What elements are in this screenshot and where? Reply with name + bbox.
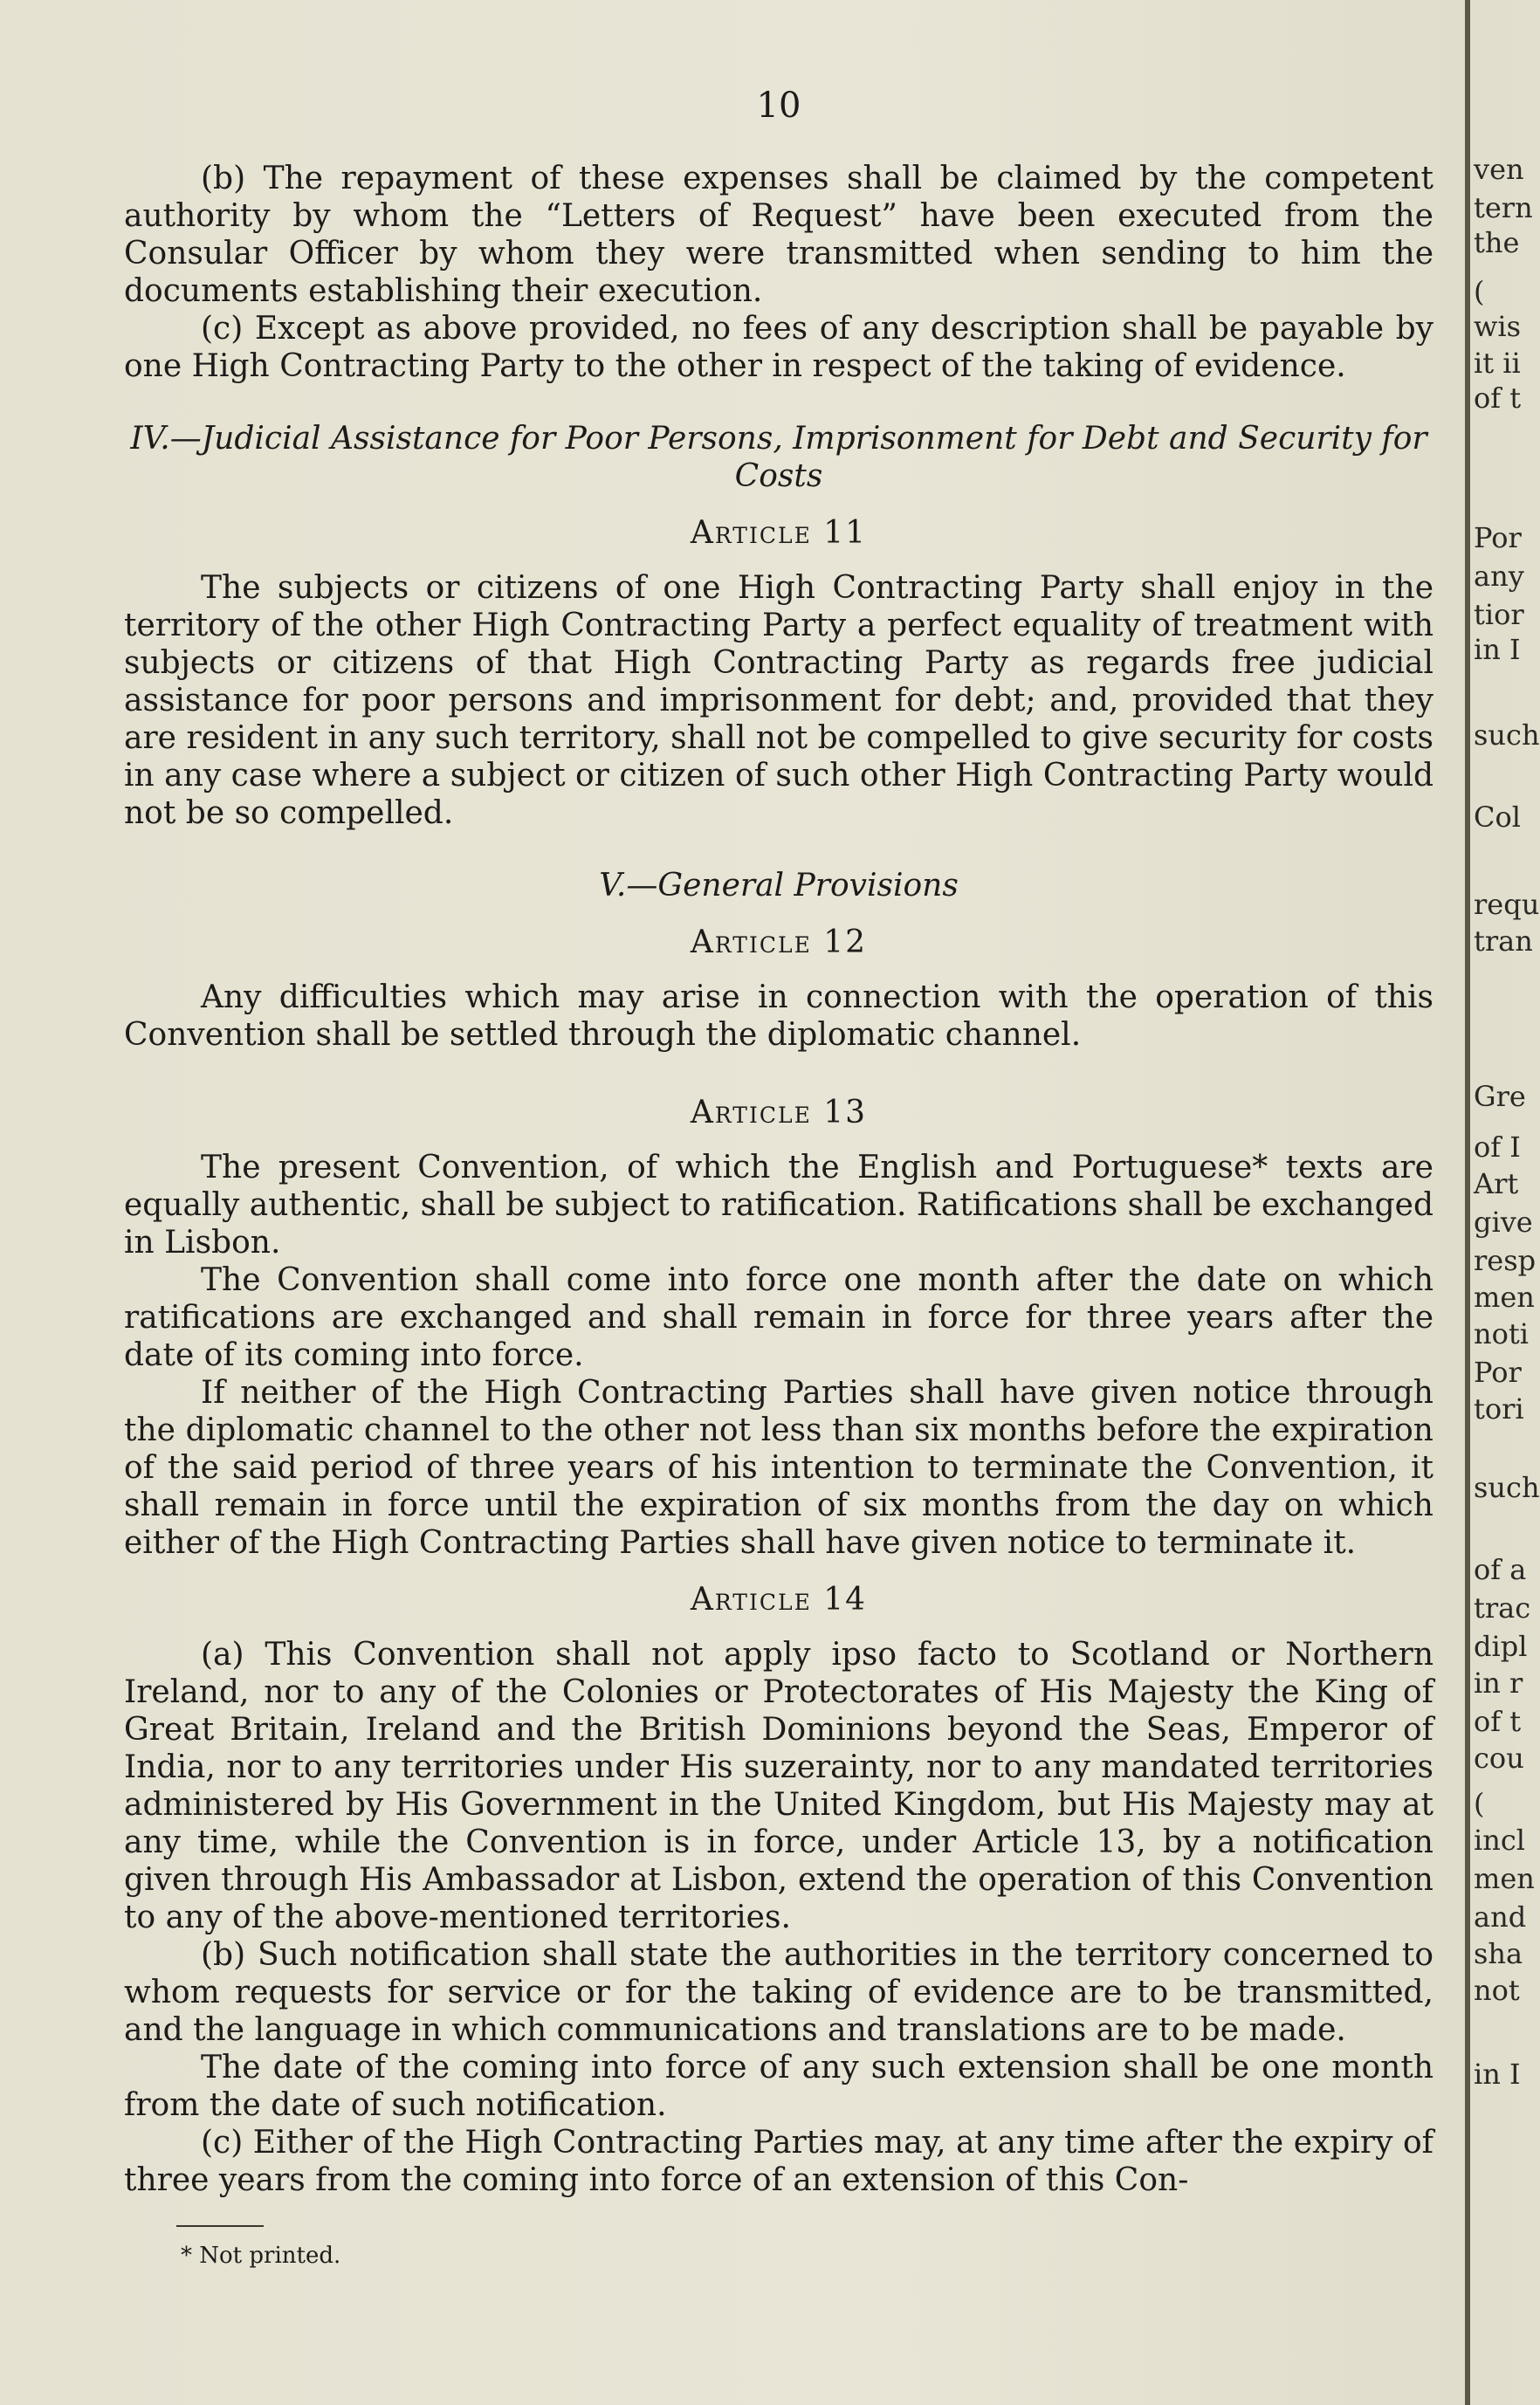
paragraph-b-repayment: (b) The repayment of these expenses shall be claimed by the competent authority by whom the “Letters of Request” have been executed from the Consular Officer by whom they were transmitted when sending to him the documents establishing their execution. [124, 161, 1433, 309]
footnote-divider [176, 2225, 264, 2227]
neighbor-fragment: ( [1474, 1787, 1485, 1820]
article-14-heading: Article 14 [690, 1582, 868, 1618]
neighbor-fragment: it ii [1474, 347, 1521, 380]
neighbor-fragment: in r [1474, 1666, 1523, 1700]
neighbor-fragment: such [1474, 1471, 1540, 1504]
neighbor-fragment: any [1474, 560, 1524, 593]
article-13-paragraph-3: If neither of the High Contracting Parties shall have given notice through the diplomatic channel to the other not less than six months before the expiration of the said period of three years of his intention to terminate the Convention, it shall remain in force until the expiration of six months from the day on which either of the High Contracting Parties shall have given notice to terminate it. [124, 1375, 1433, 1561]
footnote: * Not printed. [181, 2243, 341, 2269]
article-14-paragraph-b: (b) Such notification shall state the authorities in the territory concerned to whom requests for service or for the taking of evidence are to be transmitted, and the language in which communications and translations are to be made. [124, 1937, 1433, 2048]
neighbor-fragment: such [1474, 718, 1540, 752]
section-v-heading: V.—General Provisions [599, 868, 959, 904]
article-13-paragraph-1: The present Convention, of which the English and Portuguese* texts are equally authentic, shall be subject to ratification. Ratifications shall be exchanged in Lisbon. [124, 1150, 1434, 1261]
article-14-paragraph-b-extension: The date of the coming into force of any such extension shall be one month from the date of such notification. [124, 2050, 1433, 2123]
section-iv-heading: IV.—Judicial Assistance for Poor Persons, Imprisonment for Debt and Security for Costs [130, 421, 1427, 494]
neighbor-fragment: men [1474, 1862, 1535, 1895]
neighbor-fragment: resp [1474, 1244, 1537, 1277]
neighbor-fragment: noti [1474, 1317, 1529, 1350]
article-11-heading: Article 11 [690, 515, 868, 551]
neighbor-fragment: ven [1474, 153, 1524, 186]
neighbor-fragment: Por [1474, 521, 1522, 554]
paragraph-c-fees: (c) Except as above provided, no fees of any description shall be payable by one High Contracting Party to the other in respect of the taking of evidence. [124, 311, 1433, 384]
neighbor-fragment: tern [1474, 191, 1533, 224]
article-11-text: The subjects or citizens of one High Contracting Party shall enjoy in the territory of the other High Contracting Party a perfect equality of treatment with subjects or citizens of that High Contracting Party as regards free judicial assistance for poor persons and imprisonment for debt; and, provided that they are resident in any such territory, shall not be compelled to give security for costs in any case where a subject or citizen of such other High Contracting Party would not be so compelled. [124, 570, 1433, 831]
neighbor-fragment: cou [1474, 1742, 1524, 1775]
neighbor-fragment: tior [1474, 598, 1524, 631]
neighbor-fragment: the [1474, 226, 1520, 259]
neighbor-fragment: ( [1474, 275, 1485, 308]
neighbor-fragment: Por [1474, 1356, 1522, 1389]
neighbor-fragment: of t [1474, 1705, 1522, 1738]
neighbor-fragment: of I [1474, 1130, 1521, 1164]
neighbor-fragment: requ [1474, 888, 1540, 921]
neighbor-fragment: incl [1474, 1824, 1525, 1857]
article-14-paragraph-a: (a) This Convention shall not apply ipso facto to Scotland or Northern Ireland, nor to any of the Colonies or Protectorates of His Majesty the King of Great Britain, Ireland and the British Dominions beyond the Seas, Emperor of India, nor to any territories under His suzerainty, nor to any mandated territories administered by His Government in the United Kingdom, but His Majesty may at any time, while the Convention is in force, under Article 13, by a notification given through His Ambassador at Lisbon, extend the operation of this Convention to any of the above-mentioned territories. [124, 1637, 1433, 1935]
page-number: 10 [756, 86, 801, 126]
neighbor-fragment: Art [1474, 1167, 1519, 1200]
neighbor-fragment: sha [1474, 1937, 1523, 1970]
neighbor-fragment: of a [1474, 1553, 1527, 1586]
page-content [124, 87, 1433, 2275]
neighbor-fragment: men [1474, 1281, 1535, 1314]
neighbor-fragment: trac [1474, 1591, 1531, 1625]
neighbor-fragment: dipl [1474, 1630, 1528, 1663]
neighbor-fragment: Gre [1474, 1080, 1526, 1113]
article-13-heading: Article 13 [690, 1095, 868, 1130]
adjacent-page-edge [1470, 0, 1540, 2405]
article-12-text: Any difficulties which may arise in connection with the operation of this Convention shall be settled through the diplomatic channel. [124, 979, 1433, 1053]
neighbor-fragment: give [1474, 1206, 1533, 1239]
neighbor-fragment: Col [1474, 801, 1521, 834]
neighbor-fragment: not [1474, 1974, 1520, 2007]
article-12-heading: Article 12 [690, 924, 868, 960]
neighbor-fragment: in I [1474, 2058, 1521, 2091]
neighbor-fragment: and [1474, 1900, 1527, 1934]
article-14-paragraph-c: (c) Either of the High Contracting Parties may, at any time after the expiry of three years from the coming into force of an extension of this Con- [124, 2125, 1433, 2198]
neighbor-fragment: tori [1474, 1392, 1524, 1426]
article-13-paragraph-2: The Convention shall come into force one month after the date on which ratifications are exchanged and shall remain in force for three years after the date of its coming into force. [124, 1262, 1433, 1373]
neighbor-fragment: in I [1474, 633, 1521, 666]
neighbor-fragment: tran [1474, 924, 1533, 958]
neighbor-fragment: wis [1474, 310, 1522, 343]
neighbor-fragment: of t [1474, 381, 1522, 415]
